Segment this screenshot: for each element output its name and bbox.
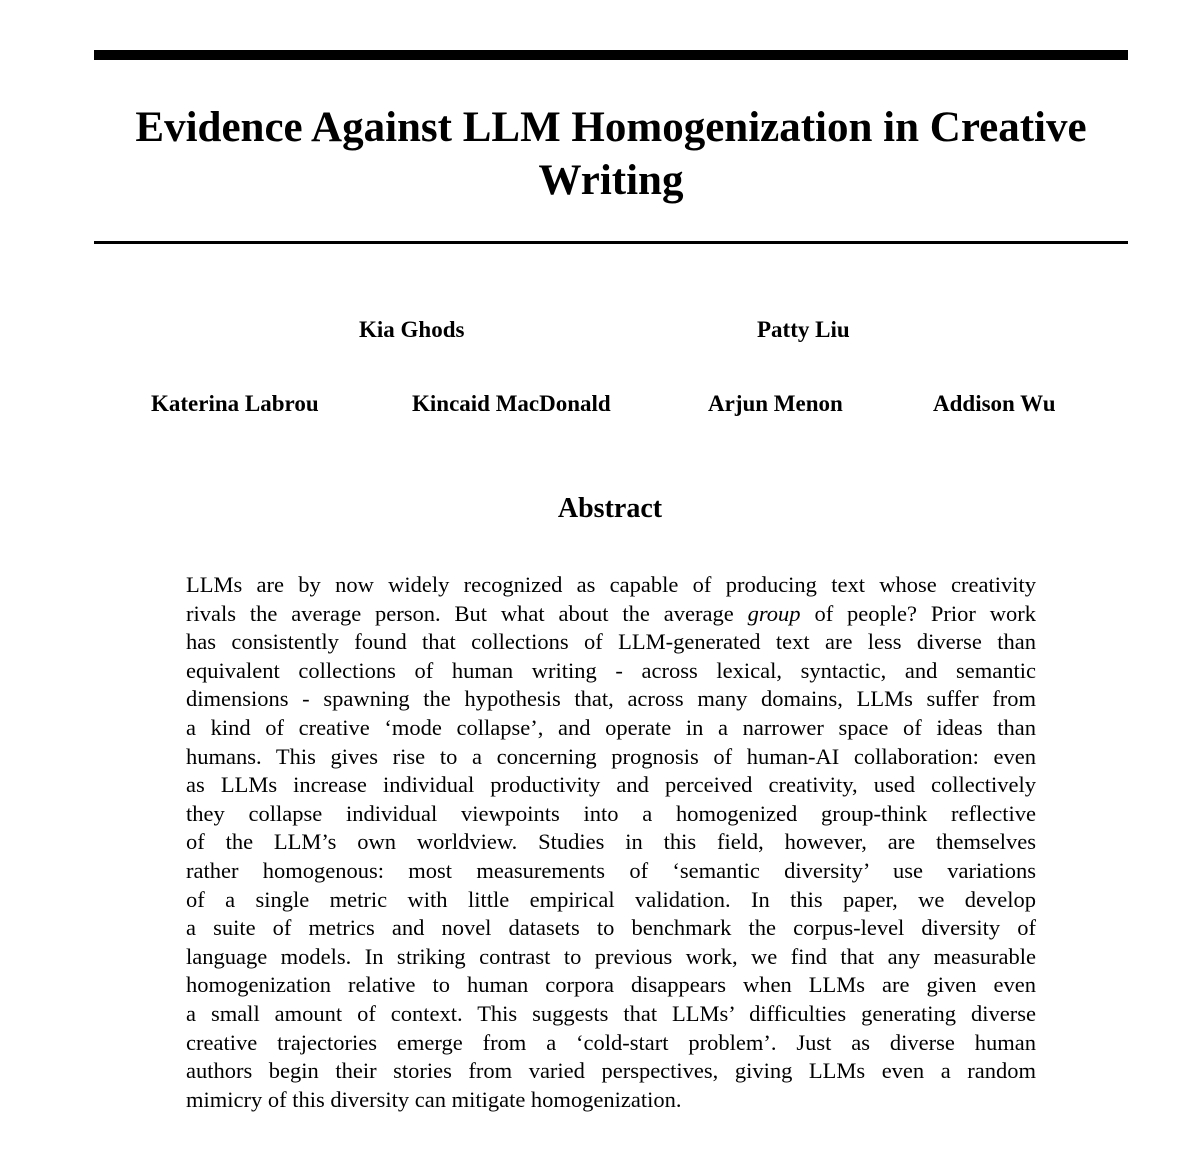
title-line-1: Evidence Against LLM Homogenization in Creative: [135, 104, 1087, 151]
abstract-line-2-end: of people? Prior work: [814, 600, 1037, 626]
abstract-line-6: a kind of creative ‘mode collapse’, and operate in a narrower space of ideas than: [186, 714, 1036, 740]
abstract-line-5: dimensions - spawning the hypothesis that, across many domains, LLMs suffer from: [186, 686, 1036, 712]
abstract-line-12: of a single metric with little empirical validation. In this paper, we develop: [186, 886, 1036, 912]
abstract-emphasis-group: group: [747, 600, 801, 626]
abstract-line-17: creative trajectories emerge from a ‘cold-start problem’. Just as diverse human: [186, 1029, 1036, 1055]
abstract-line-18: authors begin their stories from varied perspectives, giving LLMs even a random: [186, 1058, 1036, 1084]
author-addison-wu: Addison Wu: [933, 391, 1056, 416]
title-bottom-rule: [94, 241, 1128, 244]
abstract-line-16: a small amount of context. This suggests that LLMs’ difficulties generating diverse: [186, 1000, 1036, 1026]
abstract-line-9: they collapse individual viewpoints into a homogenized group-think reflective: [186, 800, 1036, 826]
abstract-line-15: homogenization relative to human corpora disappears when LLMs are given even: [186, 972, 1036, 998]
abstract-line-11: rather homogenous: most measurements of ‘semantic diversity’ use variations: [186, 857, 1036, 883]
abstract-heading: Abstract: [557, 493, 663, 524]
title-top-rule: [94, 50, 1128, 60]
abstract-line-2-start: rivals the average person. But what about the average: [186, 600, 734, 626]
abstract-line-13: a suite of metrics and novel datasets to benchmark the corpus-level diversity of: [186, 915, 1036, 941]
abstract-line-2: [186, 600, 1036, 629]
abstract-line-8: as LLMs increase individual productivity and perceived creativity, used collectively: [186, 772, 1036, 798]
title-line-2: Writing: [538, 157, 684, 204]
abstract-line-10: of the LLM’s own worldview. Studies in this field, however, are themselves: [186, 829, 1036, 855]
author-kincaid-macdonald: Kincaid MacDonald: [412, 391, 611, 416]
abstract-line-14: language models. In striking contrast to previous work, we find that any measurable: [186, 943, 1036, 969]
abstract-line-19: mimicry of this diversity can mitigate homogenization.: [186, 1086, 682, 1112]
abstract-line-7: humans. This gives rise to a concerning prognosis of human-AI collaboration: even: [186, 743, 1036, 769]
abstract-body: [186, 571, 1036, 1114]
author-arjun-menon: Arjun Menon: [708, 391, 843, 416]
author-kia-ghods: Kia Ghods: [359, 317, 465, 342]
author-patty-liu: Patty Liu: [757, 317, 850, 342]
author-katerina-labrou: Katerina Labrou: [151, 391, 319, 416]
abstract-line-3: has consistently found that collections of LLM-generated text are less diverse than: [186, 629, 1036, 655]
abstract-line-1: LLMs are by now widely recognized as capable of producing text whose creativity: [186, 572, 1036, 597]
abstract-line-4: equivalent collections of human writing - across lexical, syntactic, and semantic: [186, 657, 1036, 683]
paper-title: [94, 101, 1128, 207]
